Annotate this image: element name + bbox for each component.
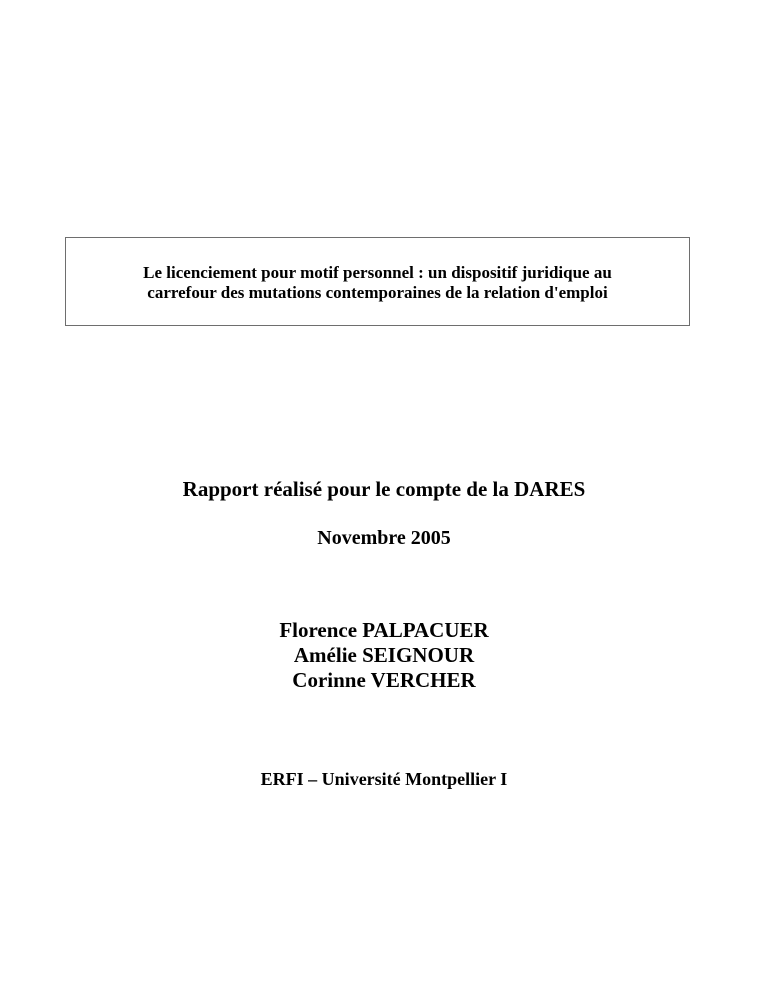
author-name: Corinne VERCHER	[292, 668, 476, 692]
author-name: Amélie SEIGNOUR	[293, 643, 475, 667]
title-line-2: carrefour des mutations contemporaines de la relation d'emploi	[147, 283, 608, 302]
report-subtitle: Rapport réalisé pour le compte de la DARES	[182, 477, 586, 501]
title-line-1: Le licenciement pour motif personnel : un dispositif juridique au	[143, 263, 612, 282]
authors-block	[0, 618, 768, 693]
author-name: Florence PALPACUER	[279, 618, 489, 642]
report-date: Novembre 2005	[317, 527, 451, 549]
affiliation: ERFI – Université Montpellier I	[260, 769, 508, 789]
title-box	[65, 237, 690, 326]
